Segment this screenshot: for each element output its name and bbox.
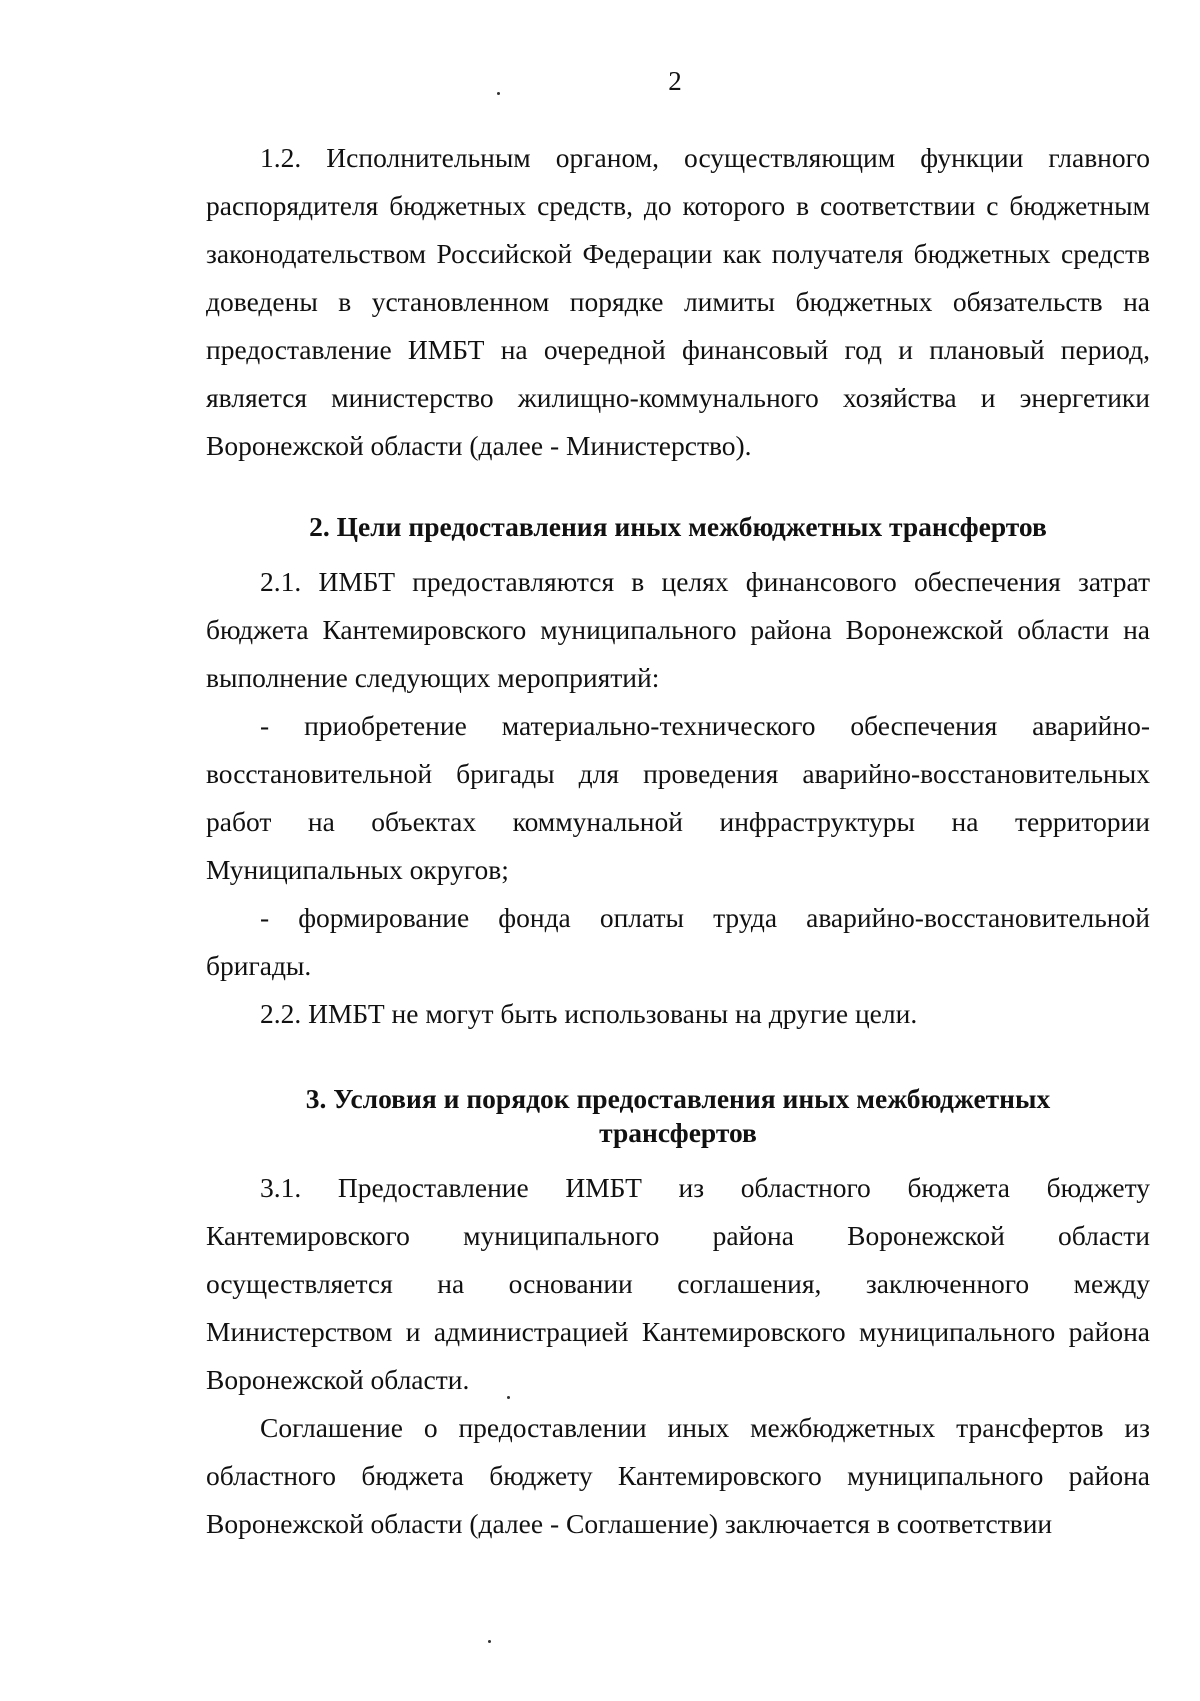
paragraph-1-2: 1.2. Исполнительным органом, осуществляющим функции главного распорядителя бюджетных средств, до которого в соответствии с бюджетным законодательством Российской Федерации как получателя бюджетных средств доведены в установленном порядке лимиты бюджетных обязательств на предоставление ИМБТ на очередной финансовый год и плановый период, является министерство жилищно-коммунального хозяйства и энергетики Воронежской области (далее - Министерство). (206, 142, 1150, 461)
list-item: - приобретение материально-технического обеспечения аварийно-восстановительной бригады для проведения аварийно-восстановительных работ на объектах коммунальной инфраструктуры на территории Муниципальных округов; (206, 710, 1150, 885)
scan-speck (488, 1640, 491, 1643)
scan-speck (507, 1396, 510, 1399)
list-item: - формирование фонда оплаты труда аварийно-восстановительной бригады. (206, 902, 1150, 981)
page-number: 2 (668, 66, 682, 96)
paragraph-agreement: Соглашение о предоставлении иных межбюджетных трансфертов из областного бюджета бюджету Кантемировского муниципального района Воронежской области (далее - Соглашение) заключается в соответствии (206, 1412, 1150, 1539)
document-body (206, 134, 1150, 1548)
section-3-title-line2: трансфертов (599, 1117, 757, 1148)
paragraph-3-1: 3.1. Предоставление ИМБТ из областного бюджета бюджету Кантемировского муниципального района Воронежской области осуществляется на основании соглашения, заключенного между Министерством и администрацией Кантемировского муниципального района Воронежской области. (206, 1172, 1150, 1395)
section-3-title (206, 1082, 1150, 1150)
scan-speck (497, 92, 500, 95)
section-2-title: 2. Цели предоставления иных межбюджетных трансфертов (309, 511, 1047, 542)
paragraph-2-1: 2.1. ИМБТ предоставляются в целях финансового обеспечения затрат бюджета Кантемировского муниципального района Воронежской области на выполнение следующих мероприятий: (206, 566, 1150, 693)
paragraph-2-2: 2.2. ИМБТ не могут быть использованы на другие цели. (260, 998, 918, 1029)
section-3-title-line1: 3. Условия и порядок предоставления иных межбюджетных (305, 1083, 1051, 1114)
